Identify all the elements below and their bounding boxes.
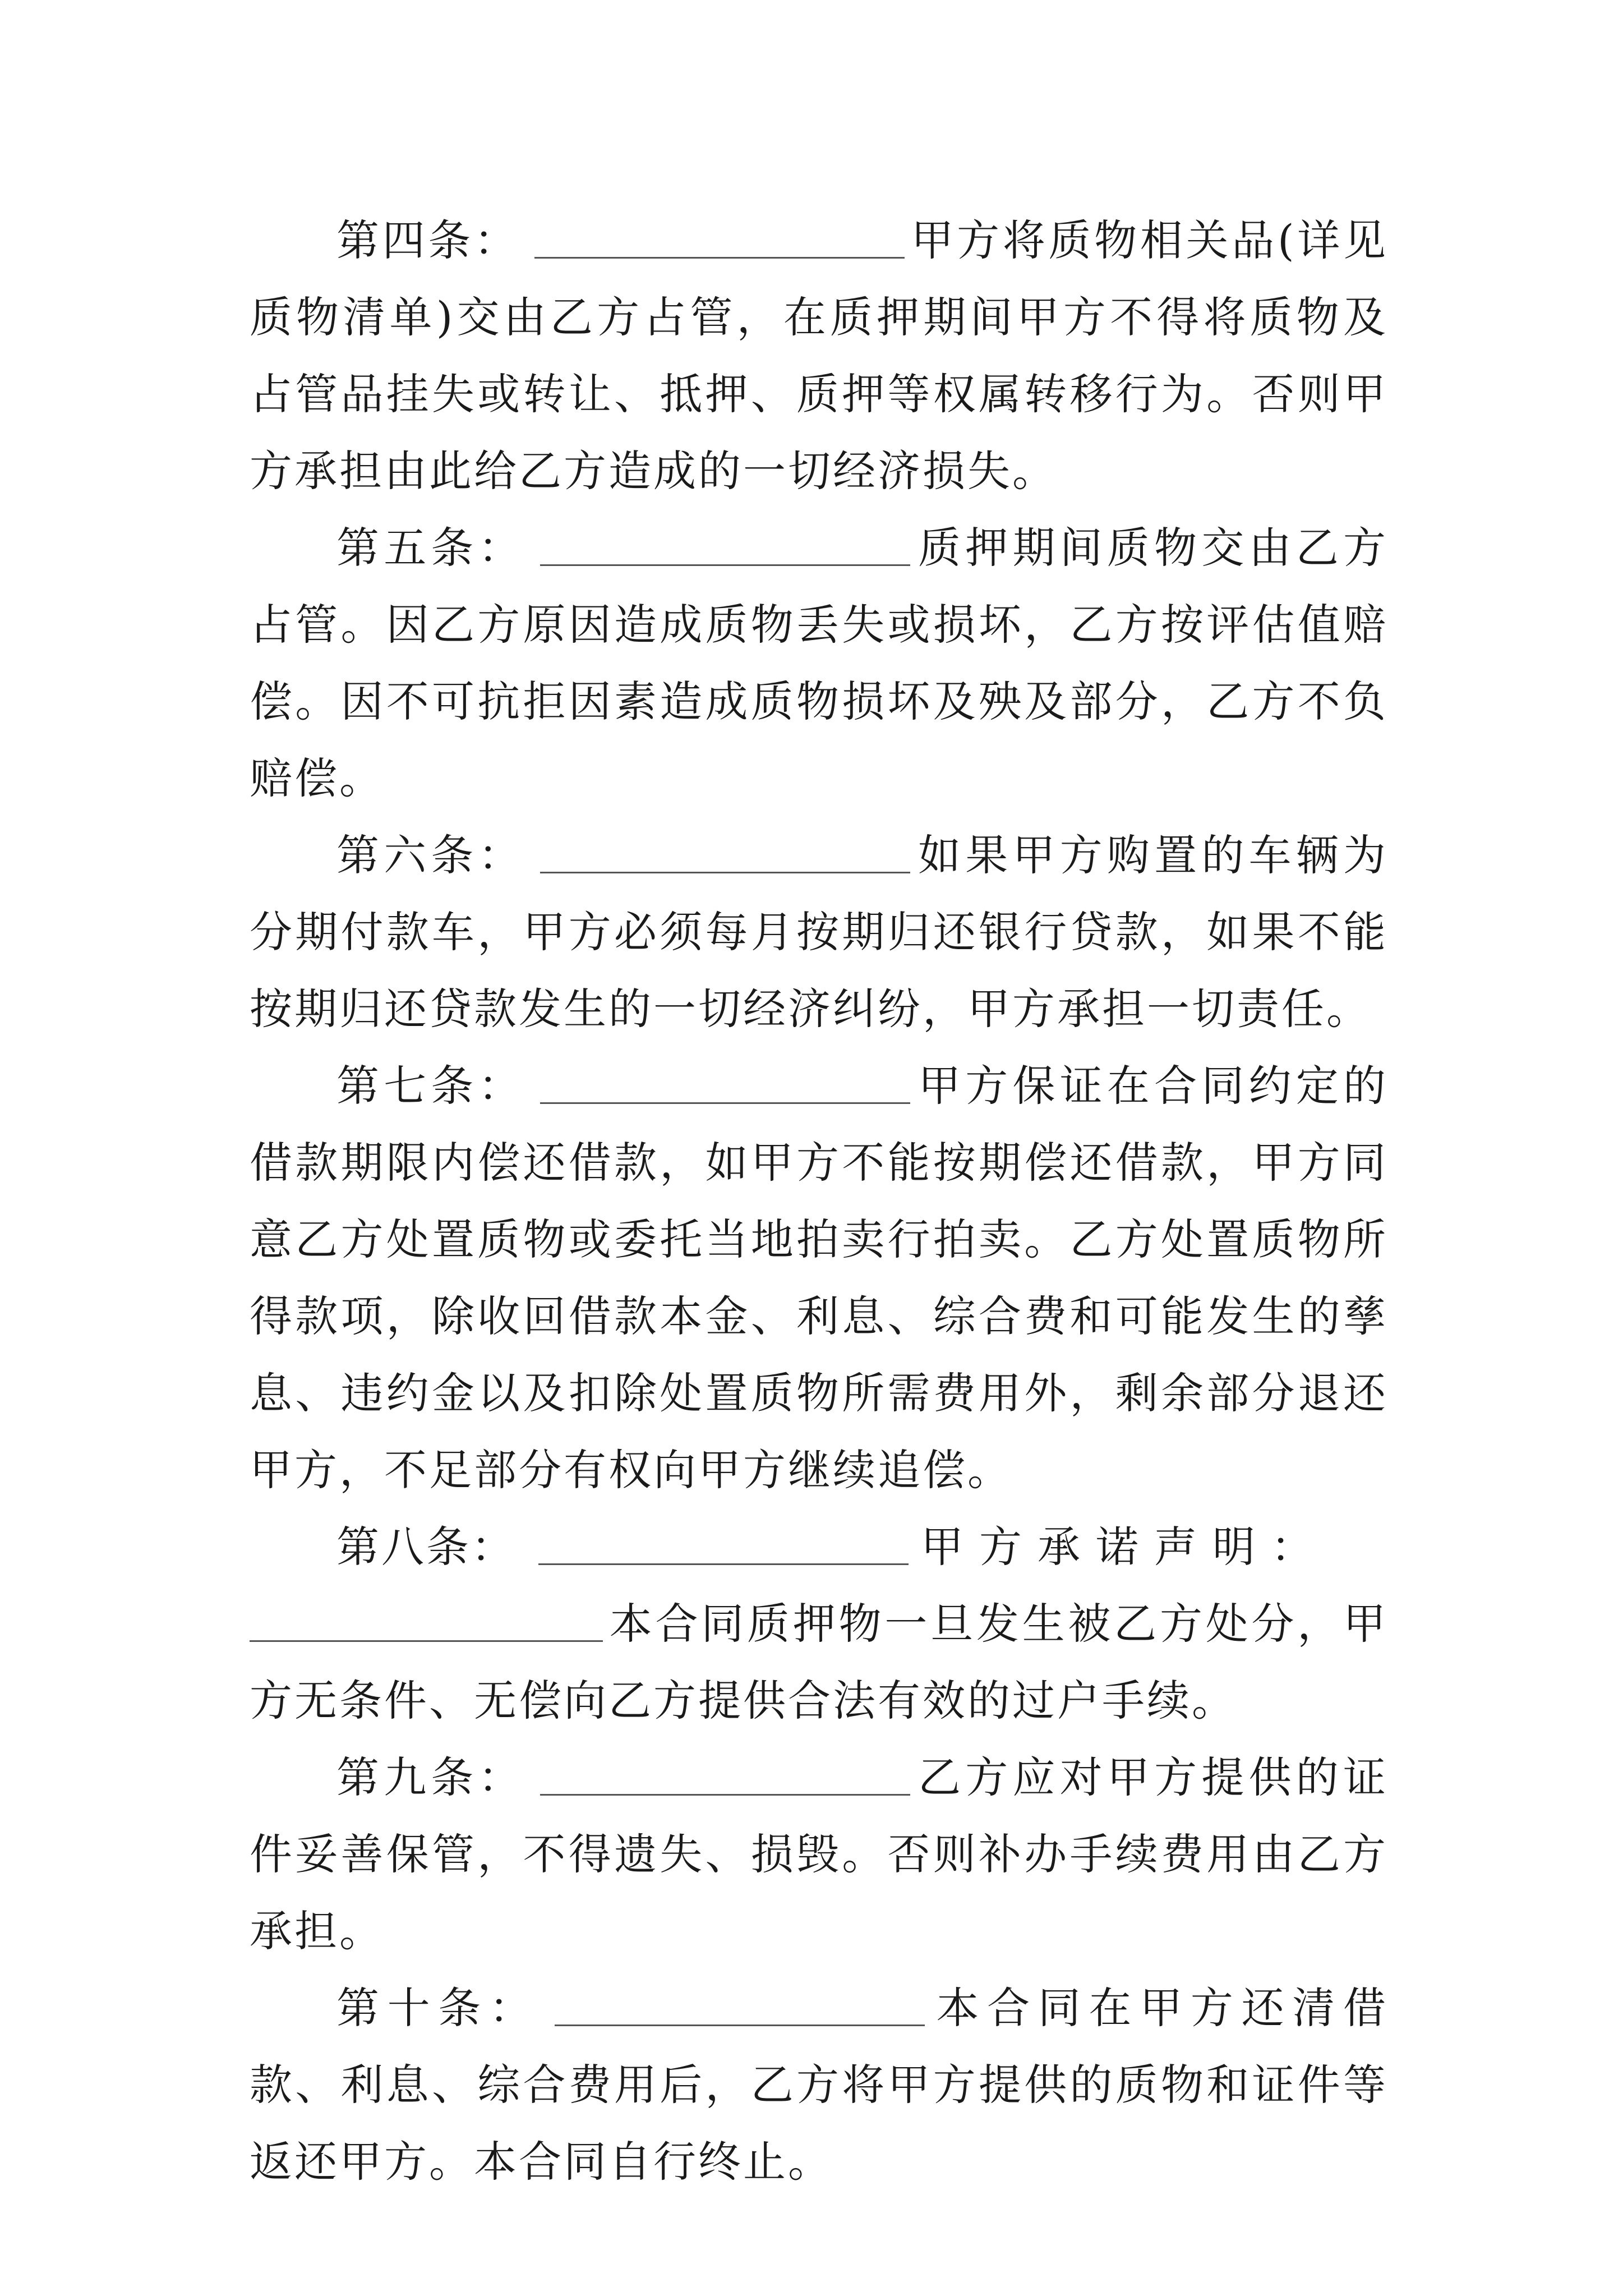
fill-in-blank[interactable]: [534, 218, 905, 259]
article-heading: 第四条：: [336, 215, 520, 265]
article-10: [250, 1970, 1388, 2200]
contract-body: [250, 202, 1388, 2200]
fill-in-blank[interactable]: [540, 1063, 910, 1104]
article-text: 甲方保证在合同约定的借款期限内偿还借款，如甲方不能按期偿还借款，甲方同意乙方处置质物或委托当地拍卖行拍卖。乙方处置质物所得款项，除收回借款本金、利息、综合费和可能发生的孳息、违约金以及扣除处置质物所需费用外，剩余部分退还甲方，不足部分有权向甲方继续追偿。: [250, 1061, 1389, 1495]
article-6: [250, 817, 1388, 1047]
article-5: [250, 509, 1388, 817]
article-heading: 第六条：: [336, 830, 525, 880]
article-text: 甲方将质物相关品(详见质物清单)交由乙方占管，在质押期间甲方不得将质物及占管品挂失或转让、抵押、质押等权属转移行为。否则甲方承担由此给乙方造成的一切经济损失。: [250, 215, 1389, 496]
article-heading: 第十条：: [336, 1983, 540, 2033]
article-text: 本合同质押物一旦发生被乙方处分，甲方无条件、无偿向乙方提供合法有效的过户手续。: [250, 1599, 1388, 1726]
fill-in-blank[interactable]: [250, 1601, 603, 1642]
article-heading: 第八条：: [336, 1522, 516, 1572]
fill-in-blank[interactable]: [540, 1755, 910, 1796]
article-8-line-1: [250, 1508, 1388, 1585]
article-text-a: 甲方承诺声明：: [921, 1522, 1329, 1572]
article-9: [250, 1739, 1388, 1970]
article-heading: 第五条：: [336, 523, 525, 573]
fill-in-blank[interactable]: [540, 525, 910, 566]
fill-in-blank[interactable]: [555, 1985, 925, 2026]
fill-in-blank[interactable]: [538, 1524, 909, 1565]
article-4: [250, 202, 1388, 509]
article-text: 乙方应对甲方提供的证件妥善保管，不得遗失、损毁。否则补办手续费用由乙方承担。: [250, 1752, 1389, 1956]
fill-in-blank[interactable]: [540, 832, 910, 873]
article-8-line-2: [250, 1585, 1388, 1739]
article-7: [250, 1047, 1388, 1508]
article-text: 本合同在甲方还清借款、利息、综合费用后，乙方将甲方提供的质物和证件等返还甲方。本合同自行终止。: [250, 1983, 1389, 2187]
article-text: 如果甲方购置的车辆为分期付款车，甲方必须每月按期归还银行贷款，如果不能按期归还贷款发生的一切经济纠纷，甲方承担一切责任。: [250, 830, 1389, 1034]
article-heading: 第九条：: [336, 1752, 525, 1802]
article-text: 质押期间质物交由乙方占管。因乙方原因造成质物丢失或损坏，乙方按评估值赔偿。因不可抗拒因素造成质物损坏及殃及部分，乙方不负赔偿。: [250, 523, 1389, 803]
article-heading: 第七条：: [336, 1061, 525, 1111]
